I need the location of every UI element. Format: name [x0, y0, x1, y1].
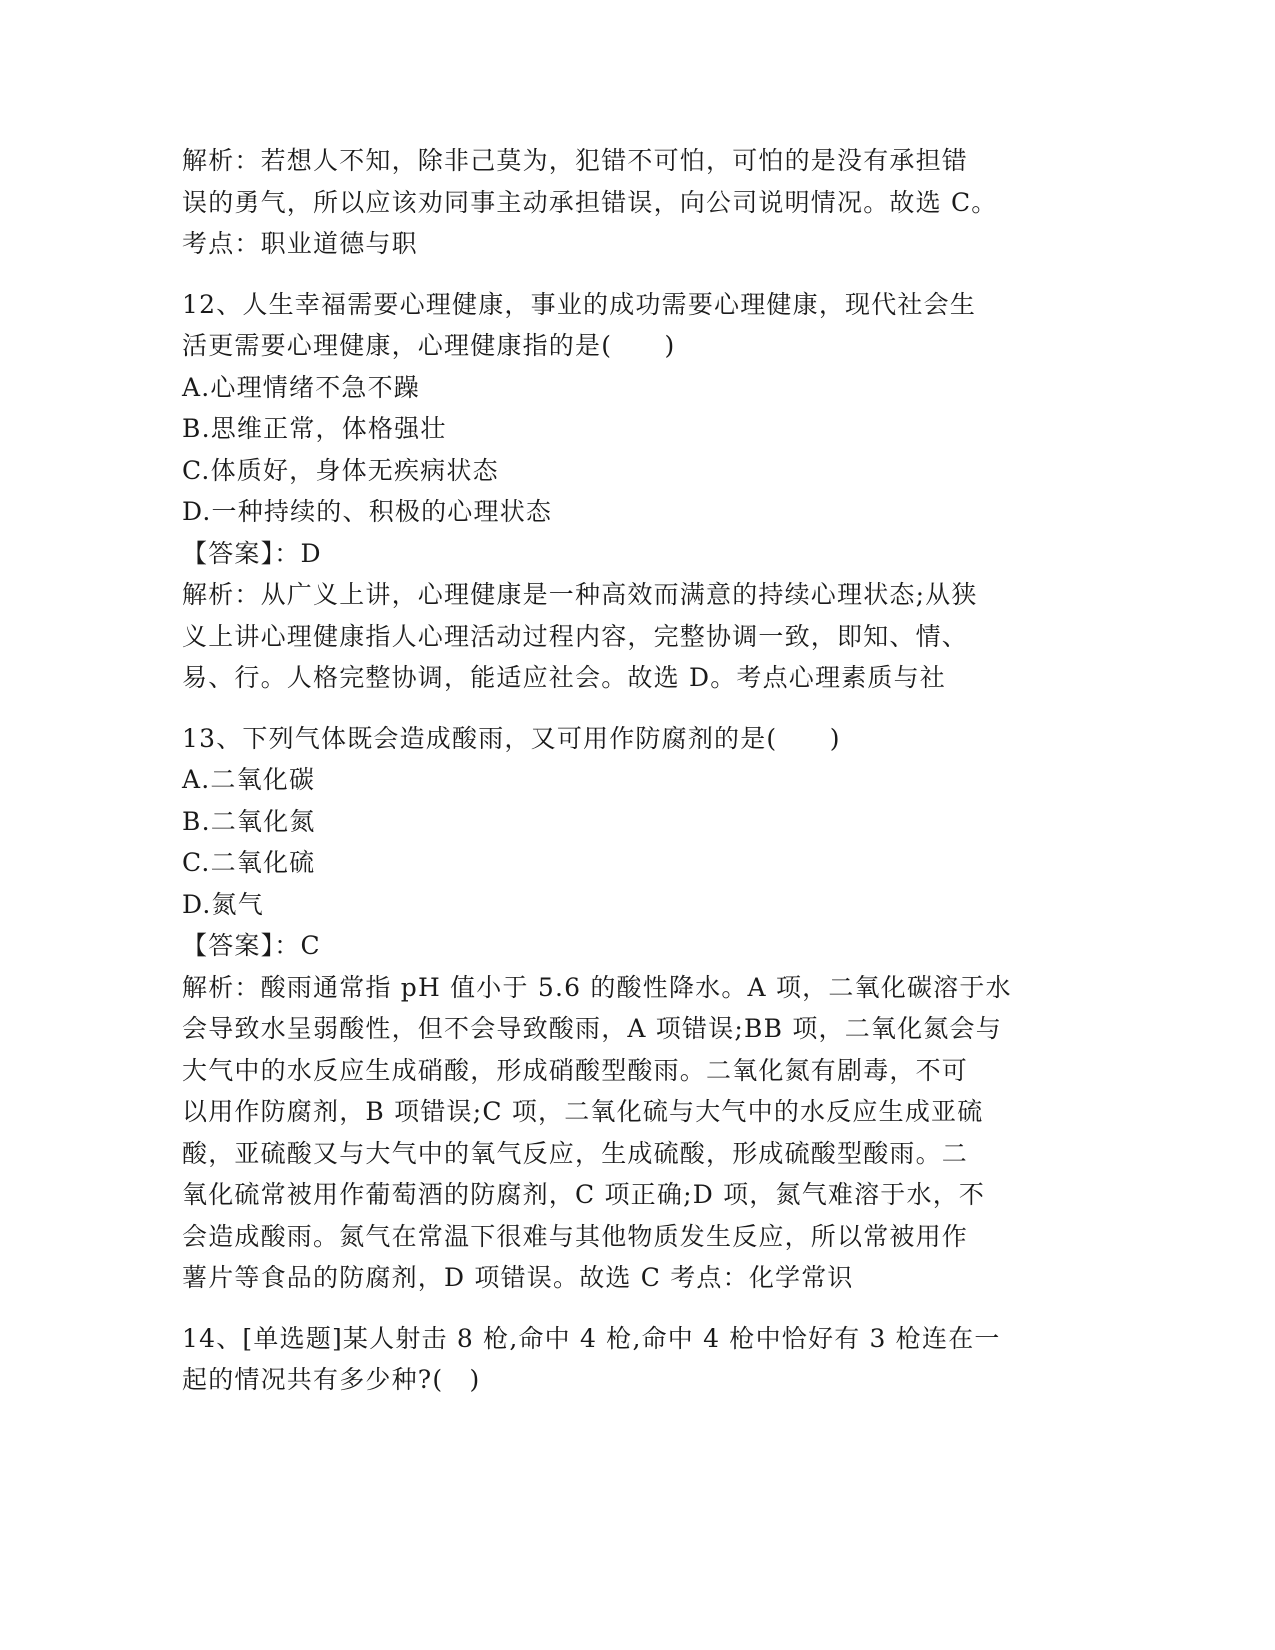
option-c: C.体质好，身体无疾病状态	[182, 455, 499, 485]
option-b: B.二氧化氮	[182, 806, 316, 836]
explanation-line: 误的勇气，所以应该劝同事主动承担错误，向公司说明情况。故选 C。	[182, 187, 998, 217]
explanation-line: 以用作防腐剂，B 项错误;C 项，二氧化硫与大气中的水反应生成亚硫	[182, 1097, 984, 1126]
answer: 【答案】：D	[182, 538, 322, 568]
question-14	[182, 1318, 1062, 1401]
option-a: A.二氧化碳	[182, 765, 316, 794]
explanation-line: 解析：若想人不知，除非己莫为，犯错不可怕，可怕的是没有承担错	[182, 146, 969, 175]
question-stem: 14、[单选题]某人射击 8 枪,命中 4 枪,命中 4 枪中恰好有 3 枪连在一	[182, 1323, 1001, 1353]
explanation-line: 大气中的水反应生成硝酸，形成硝酸型酸雨。二氧化氮有剧毒，不可	[182, 1055, 969, 1085]
option-c: C.二氧化硫	[182, 848, 316, 877]
option-d: D.一种持续的、积极的心理状态	[182, 497, 553, 526]
explanation-line: 义上讲心理健康指人心理活动过程内容，完整协调一致，即知、情、	[182, 621, 969, 651]
option-b: B.思维正常，体格强壮	[182, 414, 447, 443]
document-page	[182, 140, 1062, 1401]
question-stem: 活更需要心理健康，心理健康指的是( )	[182, 331, 676, 360]
question-13	[182, 718, 1062, 1299]
question-stem: 12、人生幸福需要心理健康，事业的成功需要心理健康，现代社会生	[182, 289, 977, 319]
explanation-line: 氧化硫常被用作葡萄酒的防腐剂，C 项正确;D 项，氮气难溶于水，不	[182, 1180, 986, 1209]
explanation-line: 解析：酸雨通常指 pH 值小于 5.6 的酸性降水。A 项，二氧化碳溶于水	[182, 972, 1012, 1002]
option-d: D.氮气	[182, 889, 264, 919]
explanation-line: 酸，亚硫酸又与大气中的氧气反应，生成硫酸，形成硫酸型酸雨。二	[182, 1138, 969, 1168]
question-stem: 起的情况共有多少种?( )	[182, 1365, 481, 1394]
explanation-line: 薯片等食品的防腐剂，D 项错误。故选 C 考点：化学常识	[182, 1263, 854, 1292]
question-stem: 13、下列气体既会造成酸雨，又可用作防腐剂的是( )	[182, 723, 841, 753]
explanation-line: 会导致水呈弱酸性，但不会导致酸雨，A 项错误;BB 项，二氧化氮会与	[182, 1014, 1002, 1043]
question-12	[182, 284, 1062, 699]
option-a: A.心理情绪不急不躁	[182, 372, 421, 402]
answer: 【答案】：C	[182, 931, 321, 960]
explanation-line: 考点：职业道德与职	[182, 229, 418, 258]
explanation-line: 解析：从广义上讲，心理健康是一种高效而满意的持续心理状态;从狭	[182, 580, 978, 609]
explanation-line: 易、行。人格完整协调，能适应社会。故选 D。考点心理素质与社	[182, 663, 946, 692]
prev-explanation	[182, 140, 1062, 265]
explanation-line: 会造成酸雨。氮气在常温下很难与其他物质发生反应，所以常被用作	[182, 1221, 969, 1251]
